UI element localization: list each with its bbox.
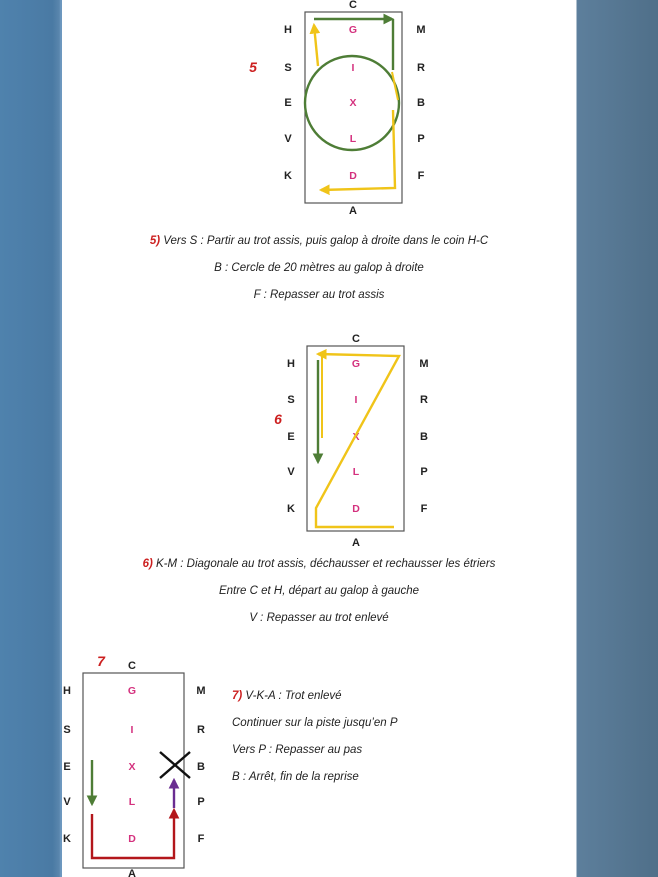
arena-6-letter-r: R [420,394,428,406]
arena-7-letter-c: C [128,660,136,672]
arena-5-letter-r: R [417,62,425,74]
step-number-6: 6 [274,411,282,427]
arena-7-letter-r: R [197,724,205,736]
arena-6-letter-x: X [352,431,360,443]
arena-6-letter-p: P [420,466,428,478]
arena-diagram-5 [249,0,425,217]
step-number-7: 7 [97,653,105,669]
arena-diagram-6 [274,333,428,549]
caption-7-line-2: Continuer sur la piste jusqu’en P [232,717,398,729]
arena-7-letter-m: M [196,685,206,697]
arena-6-letter-g: G [351,358,361,370]
arena-5-letter-d: D [349,170,357,182]
arena-5-letter-l: L [349,133,357,145]
arena-6-letter-d: D [352,503,360,515]
arena-7-letter-g: G [127,685,137,697]
arena-7-letter-b: B [197,761,205,773]
step-number-5: 5 [249,59,257,75]
arena-7-letter-f: F [197,833,205,845]
arena-5-letter-e: E [284,97,292,109]
arena-5-letter-g: G [348,24,358,36]
arena-6-letter-e: E [287,431,295,443]
arena-5-letter-b: B [417,97,425,109]
arena-5-letter-p: P [417,133,425,145]
arena-7-letter-p: P [197,796,205,808]
arena-6-letter-a: A [352,537,360,549]
arena-5-letter-a: A [349,205,357,217]
caption-6-line-1: 6) K-M : Diagonale au trot assis, déchausser et rechausser les étriers [142,558,496,570]
arena-7-letter-s: S [63,724,71,736]
arena-7-letter-e: E [63,761,71,773]
arena-7-letter-x: X [128,761,136,773]
arena-6-letter-k: K [287,503,295,515]
caption-5-line-3: F : Repasser au trot assis [253,289,385,301]
arena-5-letter-c: C [349,0,357,11]
arena-5-letter-h: H [284,24,292,36]
arena-5-letter-m: M [416,24,426,36]
arena-7-letter-h: H [63,685,71,697]
arena-6-letter-h: H [287,358,295,370]
caption-7-line-3: Vers P : Repasser au pas [232,744,363,756]
arena-7-letter-k: K [63,833,71,845]
caption-7-line-4: B : Arrêt, fin de la reprise [232,771,359,783]
arena-6-letter-b: B [420,431,428,443]
arena-6-letter-v: V [287,466,295,478]
arena-6-letter-i: I [354,394,358,406]
caption-5-line-2: B : Cercle de 20 mètres au galop à droite [214,262,424,274]
caption-7-line-1: 7) V-K-A : Trot enlevé [232,690,342,702]
arena-7-letter-a: A [128,868,136,877]
arena-5-letter-x: X [349,97,357,109]
caption-6-line-3: V : Repasser au trot enlevé [249,612,389,624]
arena-7-letter-v: V [63,796,71,808]
arena-5-letter-s: S [284,62,292,74]
arena-6-letter-m: M [419,358,429,370]
arena-diagram-7 [63,653,206,877]
arena-6-letter-s: S [287,394,295,406]
arena-5-letter-k: K [284,170,292,182]
caption-5-line-1: 5) Vers S : Partir au trot assis, puis galop à droite dans le coin H-C [149,235,489,247]
arena-5-letter-i: I [351,62,355,74]
arena-5-letter-v: V [284,133,292,145]
arena-6-letter-l: L [352,466,360,478]
arena-6-letter-c: C [352,333,360,345]
arena-5-letter-f: F [417,170,425,182]
arena-7-letter-i: I [130,724,134,736]
arena-7-letter-l: L [128,796,136,808]
caption-6-line-2: Entre C et H, départ au galop à gauche [218,585,420,597]
arena-7-letter-d: D [128,833,136,845]
arena-6-letter-f: F [420,503,428,515]
